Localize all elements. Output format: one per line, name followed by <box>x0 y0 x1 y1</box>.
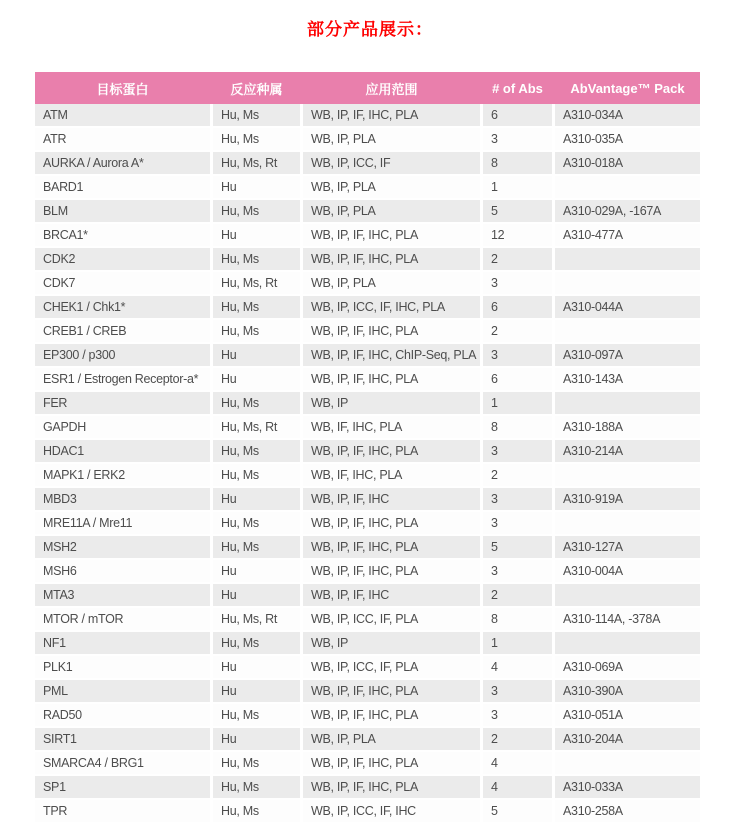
table-row <box>35 512 700 534</box>
cell-target-protein: MSH6 <box>35 560 210 582</box>
cell-target-protein: FER <box>35 392 210 414</box>
product-table <box>35 72 700 822</box>
cell-target-protein: ATM <box>35 104 210 126</box>
cell-species: Hu, Ms <box>213 200 300 222</box>
cell-applications: WB, IP, PLA <box>303 200 480 222</box>
cell-species: Hu, Ms <box>213 536 300 558</box>
cell-num-abs: 3 <box>483 440 552 462</box>
cell-pack: A310-919A <box>555 488 700 510</box>
cell-target-protein: MRE11A / Mre11 <box>35 512 210 534</box>
cell-target-protein: RAD50 <box>35 704 210 726</box>
table-row <box>35 488 700 510</box>
cell-target-protein: NF1 <box>35 632 210 654</box>
cell-num-abs: 8 <box>483 416 552 438</box>
cell-pack <box>555 320 700 342</box>
cell-target-protein: MTOR / mTOR <box>35 608 210 630</box>
cell-target-protein: BLM <box>35 200 210 222</box>
cell-applications: WB, IF, IHC, PLA <box>303 464 480 486</box>
cell-target-protein: CHEK1 / Chk1* <box>35 296 210 318</box>
cell-target-protein: TPR <box>35 800 210 822</box>
cell-applications: WB, IP, IF, IHC, PLA <box>303 368 480 390</box>
cell-num-abs: 4 <box>483 656 552 678</box>
table-header-row <box>35 72 700 104</box>
cell-num-abs: 2 <box>483 464 552 486</box>
cell-applications: WB, IP, ICC, IF, IHC <box>303 800 480 822</box>
table-row <box>35 296 700 318</box>
cell-species: Hu <box>213 728 300 750</box>
cell-applications: WB, IP, IF, IHC <box>303 488 480 510</box>
cell-pack <box>555 752 700 774</box>
cell-species: Hu, Ms, Rt <box>213 152 300 174</box>
cell-pack: A310-018A <box>555 152 700 174</box>
cell-num-abs: 5 <box>483 200 552 222</box>
cell-pack: A310-051A <box>555 704 700 726</box>
cell-species: Hu, Ms, Rt <box>213 608 300 630</box>
cell-applications: WB, IP, ICC, IF <box>303 152 480 174</box>
cell-species: Hu, Ms <box>213 128 300 150</box>
cell-pack <box>555 248 700 270</box>
table-row <box>35 584 700 606</box>
cell-applications: WB, IP, IF, IHC, PLA <box>303 320 480 342</box>
cell-applications: WB, IP, IF, IHC, PLA <box>303 440 480 462</box>
column-header-target-protein: 目标蛋白 <box>96 81 149 97</box>
cell-num-abs: 6 <box>483 104 552 126</box>
cell-species: Hu <box>213 560 300 582</box>
cell-pack: A310-069A <box>555 656 700 678</box>
table-row <box>35 128 700 150</box>
table-row <box>35 200 700 222</box>
table-row <box>35 680 700 702</box>
cell-species: Hu, Ms, Rt <box>213 416 300 438</box>
cell-num-abs: 8 <box>483 152 552 174</box>
cell-target-protein: PLK1 <box>35 656 210 678</box>
cell-pack <box>555 176 700 198</box>
cell-applications: WB, IP, IF, IHC, PLA <box>303 104 480 126</box>
cell-applications: WB, IP, IF, IHC, PLA <box>303 512 480 534</box>
cell-applications: WB, IP, ICC, IF, PLA <box>303 608 480 630</box>
cell-num-abs: 3 <box>483 128 552 150</box>
cell-target-protein: BARD1 <box>35 176 210 198</box>
cell-species: Hu, Ms <box>213 776 300 798</box>
cell-applications: WB, IP, PLA <box>303 272 480 294</box>
cell-species: Hu, Ms <box>213 464 300 486</box>
cell-target-protein: AURKA / Aurora A* <box>35 152 210 174</box>
cell-species: Hu, Ms <box>213 296 300 318</box>
cell-num-abs: 3 <box>483 272 552 294</box>
column-header-species: 反应种属 <box>230 81 283 97</box>
cell-num-abs: 2 <box>483 320 552 342</box>
cell-applications: WB, IP, IF, IHC, ChIP-Seq, PLA <box>303 344 480 366</box>
cell-num-abs: 6 <box>483 296 552 318</box>
table-row <box>35 176 700 198</box>
cell-pack: A310-390A <box>555 680 700 702</box>
cell-target-protein: SIRT1 <box>35 728 210 750</box>
cell-target-protein: GAPDH <box>35 416 210 438</box>
cell-pack: A310-143A <box>555 368 700 390</box>
cell-num-abs: 3 <box>483 344 552 366</box>
cell-applications: WB, IP, IF, IHC, PLA <box>303 680 480 702</box>
cell-target-protein: SP1 <box>35 776 210 798</box>
cell-target-protein: BRCA1* <box>35 224 210 246</box>
cell-pack: A310-114A, -378A <box>555 608 700 630</box>
cell-species: Hu, Ms <box>213 752 300 774</box>
cell-num-abs: 3 <box>483 560 552 582</box>
table-row <box>35 248 700 270</box>
cell-target-protein: MBD3 <box>35 488 210 510</box>
cell-pack: A310-258A <box>555 800 700 822</box>
cell-applications: WB, IP, IF, IHC, PLA <box>303 752 480 774</box>
cell-target-protein: MTA3 <box>35 584 210 606</box>
cell-num-abs: 3 <box>483 680 552 702</box>
table-row <box>35 800 700 822</box>
cell-pack: A310-033A <box>555 776 700 798</box>
cell-species: Hu <box>213 368 300 390</box>
cell-num-abs: 2 <box>483 248 552 270</box>
table-row <box>35 392 700 414</box>
cell-species: Hu <box>213 680 300 702</box>
cell-num-abs: 3 <box>483 512 552 534</box>
cell-num-abs: 3 <box>483 488 552 510</box>
cell-target-protein: EP300 / p300 <box>35 344 210 366</box>
cell-species: Hu, Ms <box>213 320 300 342</box>
cell-num-abs: 3 <box>483 704 552 726</box>
table-row <box>35 368 700 390</box>
cell-target-protein: CDK2 <box>35 248 210 270</box>
table-row <box>35 416 700 438</box>
cell-target-protein: HDAC1 <box>35 440 210 462</box>
cell-num-abs: 6 <box>483 368 552 390</box>
cell-num-abs: 2 <box>483 728 552 750</box>
cell-applications: WB, IF, IHC, PLA <box>303 416 480 438</box>
cell-applications: WB, IP, IF, IHC <box>303 584 480 606</box>
table-row <box>35 320 700 342</box>
table-row <box>35 656 700 678</box>
cell-pack: A310-004A <box>555 560 700 582</box>
table-row <box>35 344 700 366</box>
cell-applications: WB, IP, IF, IHC, PLA <box>303 248 480 270</box>
cell-target-protein: SMARCA4 / BRG1 <box>35 752 210 774</box>
table-row <box>35 272 700 294</box>
cell-applications: WB, IP, IF, IHC, PLA <box>303 224 480 246</box>
cell-applications: WB, IP, ICC, IF, IHC, PLA <box>303 296 480 318</box>
cell-pack: A310-029A, -167A <box>555 200 700 222</box>
cell-num-abs: 4 <box>483 776 552 798</box>
table-row <box>35 440 700 462</box>
cell-target-protein: ATR <box>35 128 210 150</box>
table-row <box>35 104 700 126</box>
column-header-num-abs: # of Abs <box>492 80 543 96</box>
column-header-applications: 应用范围 <box>365 81 418 97</box>
cell-species: Hu, Ms <box>213 440 300 462</box>
cell-species: Hu <box>213 176 300 198</box>
cell-pack <box>555 272 700 294</box>
cell-pack: A310-477A <box>555 224 700 246</box>
cell-species: Hu <box>213 656 300 678</box>
cell-pack <box>555 512 700 534</box>
cell-pack: A310-034A <box>555 104 700 126</box>
cell-pack: A310-035A <box>555 128 700 150</box>
table-body <box>35 104 700 822</box>
cell-pack: A310-044A <box>555 296 700 318</box>
cell-species: Hu <box>213 344 300 366</box>
cell-species: Hu, Ms, Rt <box>213 272 300 294</box>
cell-pack <box>555 464 700 486</box>
cell-pack: A310-097A <box>555 344 700 366</box>
cell-target-protein: PML <box>35 680 210 702</box>
cell-applications: WB, IP <box>303 392 480 414</box>
cell-num-abs: 12 <box>483 224 552 246</box>
cell-num-abs: 8 <box>483 608 552 630</box>
table-row <box>35 608 700 630</box>
cell-species: Hu, Ms <box>213 392 300 414</box>
cell-species: Hu, Ms <box>213 632 300 654</box>
cell-num-abs: 4 <box>483 752 552 774</box>
cell-species: Hu, Ms <box>213 704 300 726</box>
cell-applications: WB, IP, PLA <box>303 728 480 750</box>
cell-num-abs: 5 <box>483 536 552 558</box>
cell-species: Hu <box>213 488 300 510</box>
page-title: 部分产品展示： <box>307 20 433 39</box>
cell-pack <box>555 632 700 654</box>
cell-target-protein: MSH2 <box>35 536 210 558</box>
table-row <box>35 776 700 798</box>
cell-applications: WB, IP, IF, IHC, PLA <box>303 536 480 558</box>
table-row <box>35 560 700 582</box>
cell-num-abs: 2 <box>483 584 552 606</box>
cell-applications: WB, IP, PLA <box>303 176 480 198</box>
cell-target-protein: CREB1 / CREB <box>35 320 210 342</box>
cell-pack: A310-214A <box>555 440 700 462</box>
cell-target-protein: CDK7 <box>35 272 210 294</box>
cell-species: Hu, Ms <box>213 800 300 822</box>
table-row <box>35 464 700 486</box>
cell-pack: A310-127A <box>555 536 700 558</box>
column-header-pack: AbVantage™ Pack <box>570 80 685 96</box>
cell-num-abs: 5 <box>483 800 552 822</box>
cell-pack <box>555 584 700 606</box>
cell-num-abs: 1 <box>483 392 552 414</box>
cell-species: Hu, Ms <box>213 248 300 270</box>
table-row <box>35 632 700 654</box>
table-row <box>35 728 700 750</box>
table-row <box>35 152 700 174</box>
cell-pack: A310-204A <box>555 728 700 750</box>
table-row <box>35 752 700 774</box>
cell-target-protein: ESR1 / Estrogen Receptor-a* <box>35 368 210 390</box>
cell-species: Hu, Ms <box>213 104 300 126</box>
cell-applications: WB, IP, IF, IHC, PLA <box>303 776 480 798</box>
table-row <box>35 536 700 558</box>
cell-applications: WB, IP, IF, IHC, PLA <box>303 560 480 582</box>
cell-pack <box>555 392 700 414</box>
cell-target-protein: MAPK1 / ERK2 <box>35 464 210 486</box>
cell-applications: WB, IP, PLA <box>303 128 480 150</box>
cell-applications: WB, IP, IF, IHC, PLA <box>303 704 480 726</box>
cell-num-abs: 1 <box>483 176 552 198</box>
cell-species: Hu <box>213 224 300 246</box>
cell-num-abs: 1 <box>483 632 552 654</box>
table-row <box>35 704 700 726</box>
table-row <box>35 224 700 246</box>
cell-applications: WB, IP, ICC, IF, PLA <box>303 656 480 678</box>
cell-pack: A310-188A <box>555 416 700 438</box>
cell-species: Hu <box>213 584 300 606</box>
cell-species: Hu, Ms <box>213 512 300 534</box>
cell-applications: WB, IP <box>303 632 480 654</box>
